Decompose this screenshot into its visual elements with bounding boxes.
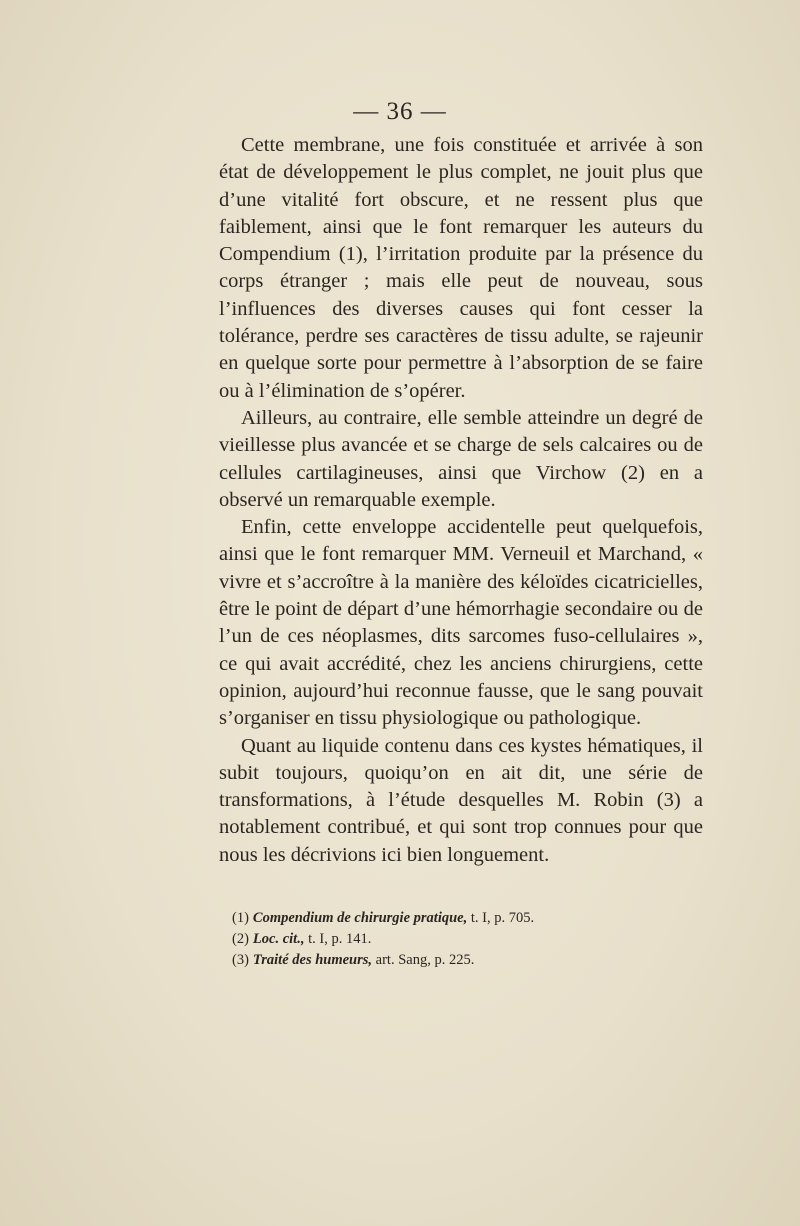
paragraph-3: Enfin, cette enveloppe accidentelle peut quelquefois, ainsi que le font remarquer MM. Verneuil et Marchand, « vivre et s’accroître à la manière des kéloïdes cicatricielles, être le point de départ d’une hémorrhagie secondaire ou de l’un de ces néoplasmes, dits sarcomes fuso-cellulaires », ce qui avait accrédité, chez les anciens chirurgiens, cette opinion, aujourd’hui reconnue fausse, que le sang pouvait s’organiser en tissu physiologique ou pathologique. — [219, 516, 703, 730]
paragraph-2: Ailleurs, au contraire, elle semble atteindre un degré de vieillesse plus avancée et se charge de sels calcaires ou de cellules cartilagineuses, ainsi que Virchow (2) en a observé un remarquable exemple. — [219, 406, 703, 511]
footnotes — [232, 908, 692, 971]
footnote-reference: t. I, p. 141. — [304, 931, 372, 947]
footnote-work-title: Loc. cit., — [252, 931, 305, 947]
footnote-reference: t. I, p. 705. — [467, 910, 535, 926]
footnote-2 — [232, 929, 692, 950]
page-number: — 36 — — [353, 98, 447, 125]
footnote-number: (3) — [232, 952, 249, 968]
footnote-work-title: Compendium de chirurgie pratique, — [252, 910, 468, 926]
paragraph-4: Quant au liquide contenu dans ces kystes hématiques, il subit toujours, quoiqu’on en ait dit, une série de transformations, à l’étude desquelles M. Robin (3) a notablement contribué, et qui sont trop connues pour que nous les décrivions ici bien longuement. — [219, 734, 703, 866]
footnote-number: (2) — [232, 931, 249, 947]
body-text — [219, 132, 703, 869]
footnote-reference: art. Sang, p. 225. — [372, 952, 475, 968]
footnote-3 — [232, 950, 692, 971]
footnote-work-title: Traité des humeurs, — [252, 952, 373, 968]
footnote-1 — [232, 908, 692, 929]
paragraph-1: Cette membrane, une fois constituée et arrivée à son état de développement le plus complet, ne jouit plus que d’une vitalité fort obscure, et ne ressent plus que faiblement, ainsi que le font remarquer les auteurs du Compendium (1), l’irritation produite par la présence du corps étranger ; mais elle peut de nouveau, sous l’influences des diverses causes qui font cesser la tolérance, perdre ses caractères de tissu adulte, se rajeunir en quelque sorte pour permettre à l’absorption de se faire ou à l’élimination de s’opérer. — [219, 134, 703, 402]
footnote-number: (1) — [232, 910, 249, 926]
